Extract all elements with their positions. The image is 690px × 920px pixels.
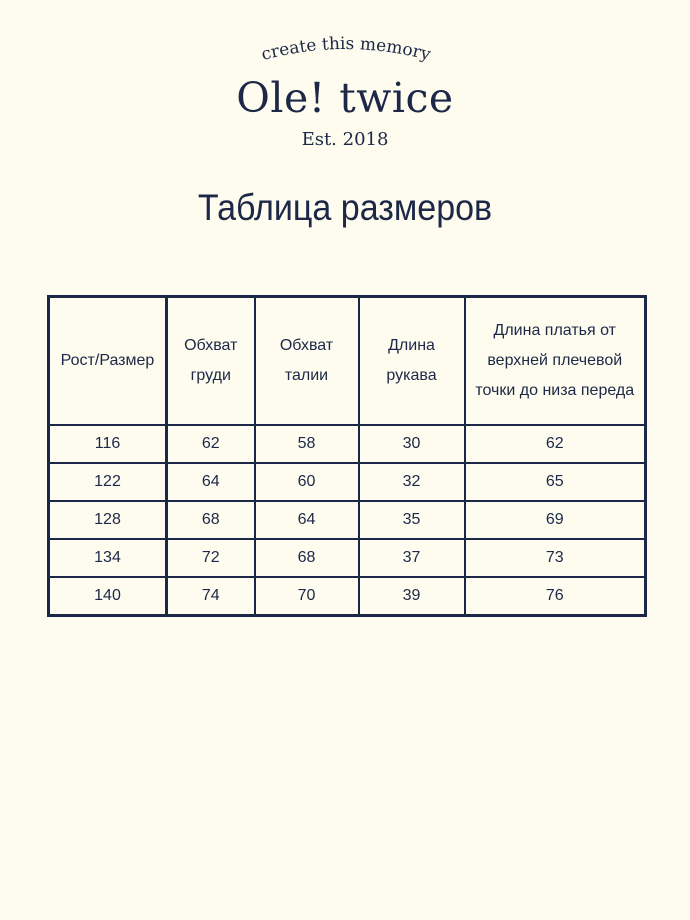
cell-dress-length: 69 bbox=[465, 501, 646, 539]
cell-height: 122 bbox=[49, 463, 167, 501]
header-height-size: Рост/Размер bbox=[49, 297, 167, 426]
table-row bbox=[49, 463, 646, 501]
cell-chest: 68 bbox=[167, 501, 255, 539]
cell-height: 116 bbox=[49, 425, 167, 463]
table-header-row bbox=[49, 297, 646, 426]
header-dress-length: Длина платья от верхней плечевой точки до низа переда bbox=[465, 297, 646, 426]
size-chart-table bbox=[47, 295, 647, 617]
header-chest-girth: Обхват груди bbox=[167, 297, 255, 426]
header-waist-girth: Обхват талии bbox=[255, 297, 359, 426]
cell-dress-length: 62 bbox=[465, 425, 646, 463]
brand-tagline-text: create this memory bbox=[259, 33, 433, 66]
brand-logo-name: Ole! twice bbox=[236, 74, 454, 122]
cell-dress-length: 73 bbox=[465, 539, 646, 577]
cell-chest: 74 bbox=[167, 577, 255, 616]
cell-sleeve: 37 bbox=[359, 539, 465, 577]
header-sleeve-length: Длина рукава bbox=[359, 297, 465, 426]
cell-dress-length: 65 bbox=[465, 463, 646, 501]
cell-height: 128 bbox=[49, 501, 167, 539]
cell-chest: 64 bbox=[167, 463, 255, 501]
table-row bbox=[49, 577, 646, 616]
table-row bbox=[49, 501, 646, 539]
cell-waist: 68 bbox=[255, 539, 359, 577]
cell-height: 134 bbox=[49, 539, 167, 577]
cell-sleeve: 32 bbox=[359, 463, 465, 501]
cell-chest: 72 bbox=[167, 539, 255, 577]
page-title: Таблица размеров bbox=[197, 187, 493, 228]
cell-height: 140 bbox=[49, 577, 167, 616]
cell-sleeve: 30 bbox=[359, 425, 465, 463]
table-row bbox=[49, 539, 646, 577]
brand-tagline bbox=[230, 30, 460, 78]
cell-waist: 60 bbox=[255, 463, 359, 501]
brand-established: Est. 2018 bbox=[301, 129, 389, 150]
svg-text:create this memory bbox=[259, 34, 433, 65]
table-row bbox=[49, 425, 646, 463]
cell-sleeve: 39 bbox=[359, 577, 465, 616]
cell-waist: 58 bbox=[255, 425, 359, 463]
cell-waist: 70 bbox=[255, 577, 359, 616]
cell-chest: 62 bbox=[167, 425, 255, 463]
cell-dress-length: 76 bbox=[465, 577, 646, 616]
cell-waist: 64 bbox=[255, 501, 359, 539]
cell-sleeve: 35 bbox=[359, 501, 465, 539]
